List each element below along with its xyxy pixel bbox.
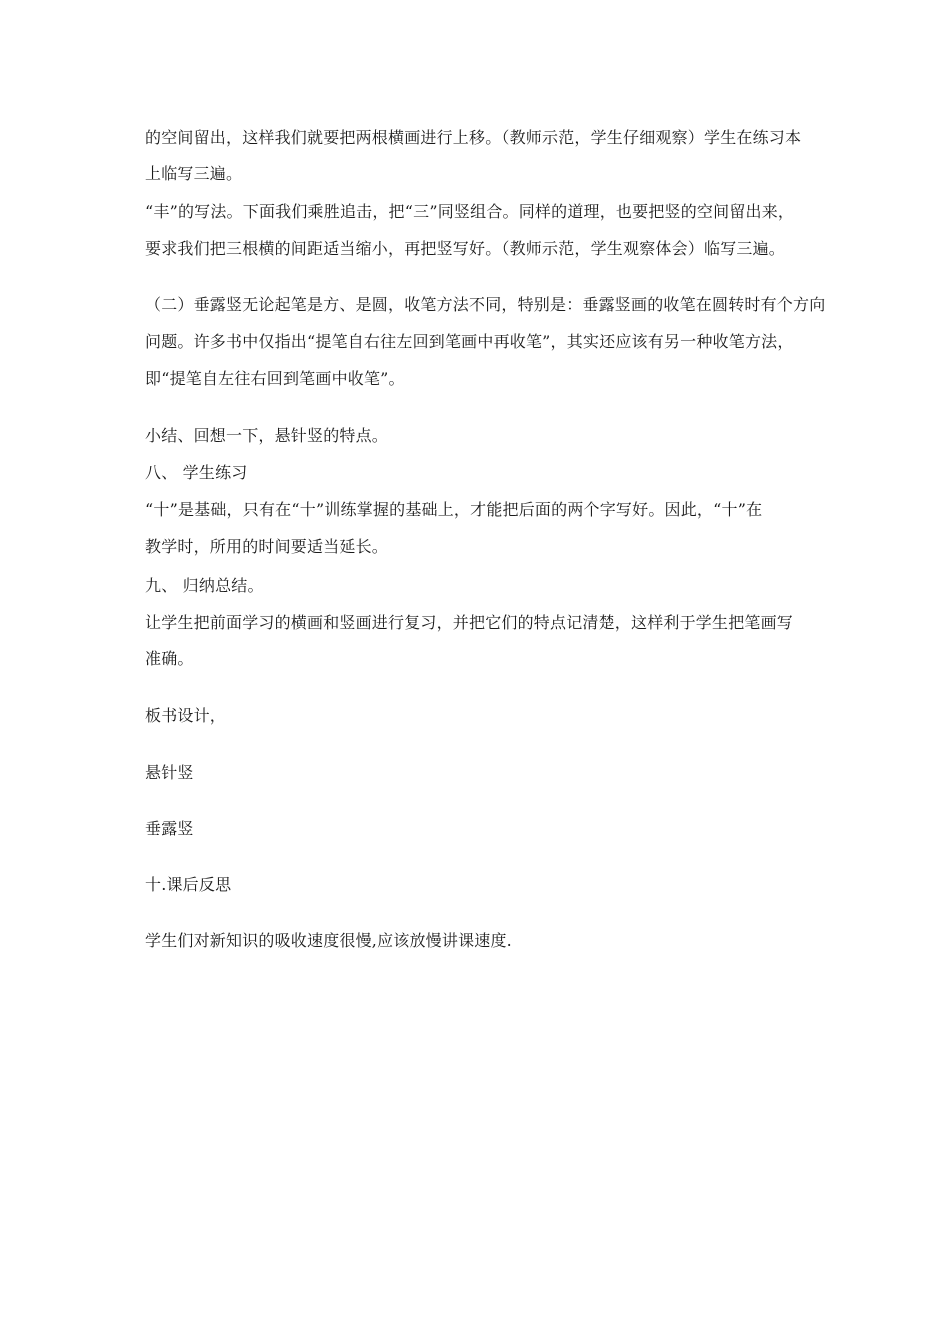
text-line: 上临写三遍。: [145, 164, 243, 183]
text-line: “十”是基础，只有在“十”训练掌握的基础上，才能把后面的两个字写好。因此，“十”在: [145, 500, 763, 519]
text-line: 让学生把前面学习的横画和竖画进行复习，并把它们的特点记清楚，这样利于学生把笔画写: [145, 613, 794, 632]
board-item: 垂露竖: [145, 819, 194, 838]
board-item: 悬针竖: [145, 763, 194, 782]
text-line: “丰”的写法。下面我们乘胜追击，把“三”同竖组合。同样的道理，也要把竖的空间留出来，: [145, 202, 795, 221]
text-line: 的空间留出，这样我们就要把两根横画进行上移。（教师示范，学生仔细观察）学生在练习本: [145, 128, 802, 147]
section-heading: 九、 归纳总结。: [145, 576, 264, 595]
section-heading: 板书设计，: [145, 706, 227, 725]
section-heading: 八、 学生练习: [145, 463, 248, 482]
text-line: （二）垂露竖无论起笔是方、是圆，收笔方法不同，特别是：垂露竖画的收笔在圆转时有个方向: [145, 295, 826, 314]
text-line: 要求我们把三根横的间距适当缩小，再把竖写好。（教师示范，学生观察体会）临写三遍。: [145, 239, 786, 258]
text-line: 教学时，所用的时间要适当延长。: [145, 537, 389, 556]
section-heading: 十.课后反思: [145, 875, 232, 894]
text-line: 准确。: [145, 649, 194, 668]
text-line: 小结、回想一下，悬针竖的特点。: [145, 426, 389, 445]
text-line: 学生们对新知识的吸收速度很慢,应该放慢讲课速度.: [145, 931, 512, 950]
text-line: 问题。许多书中仅指出“提笔自右往左回到笔画中再收笔”，其实还应该有另一种收笔方法，: [145, 332, 794, 351]
text-line: 即“提笔自左往右回到笔画中收笔”。: [145, 369, 405, 388]
